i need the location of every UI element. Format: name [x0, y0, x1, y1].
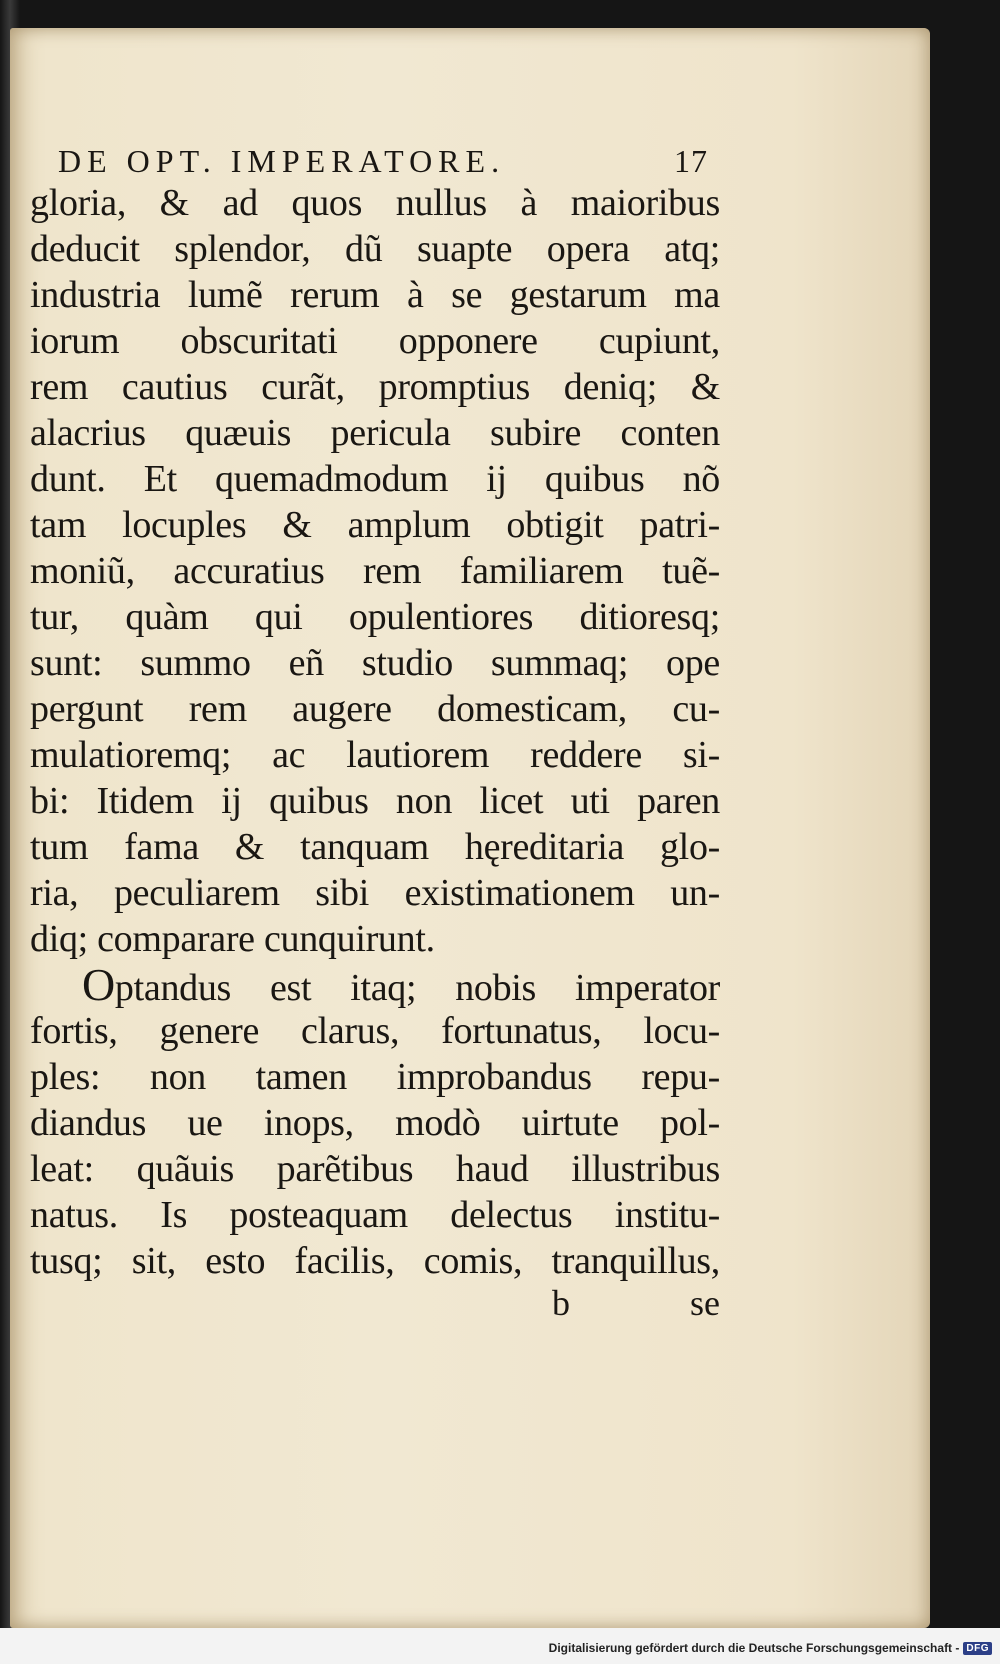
text-line: tum fama & tanquam hęreditaria glo-: [30, 826, 720, 868]
text-line: pergunt rem augere domesticam, cu-: [30, 688, 720, 730]
text-line: rem cautius curãt, promptius deniq; &: [30, 366, 720, 408]
text-line: dunt. Et quemadmodum ij quibus nõ: [30, 458, 720, 500]
paragraph-start-line: [30, 959, 720, 1010]
text-line: ria, peculiarem sibi existimationem un-: [30, 872, 720, 914]
running-title: DE OPT. IMPERATORE.: [58, 143, 506, 179]
text-line: natus. Is posteaquam delectus institu-: [30, 1194, 720, 1236]
text-line: sunt: summo eñ studio summaq; ope: [30, 642, 720, 684]
text-line: gloria, & ad quos nullus à maioribus: [30, 182, 720, 224]
text-line: alacrius quæuis pericula subire conten: [30, 412, 720, 454]
text-line: tam locuples & amplum obtigit patri-: [30, 504, 720, 546]
text-line: iorum obscuritati opponere cupiunt,: [30, 320, 720, 362]
page-number: 17: [674, 143, 708, 179]
signature-mark: b: [552, 1283, 570, 1323]
text-line: deducit splendor, dũ suapte opera atq;: [30, 228, 720, 270]
credit-text: Digitalisierung gefördert durch die Deutsche Forschungsgemeinschaft -: [548, 1641, 960, 1655]
initial-letter: O: [82, 959, 115, 1010]
text-line: diq; comparare cunquirunt.: [30, 918, 435, 960]
text-line: fortis, genere clarus, fortunatus, locu-: [30, 1010, 720, 1052]
catchwords-row: [540, 1280, 720, 1326]
text-line: leat: quãuis parẽtibus haud illustribus: [30, 1148, 720, 1190]
text-line: industria lumẽ rerum à se gestarum ma: [30, 274, 720, 316]
digitization-credit: [0, 1636, 992, 1660]
dfg-logo: DFG: [963, 1642, 992, 1655]
catchword: se: [690, 1283, 720, 1323]
text-line: mulatioremq; ac lautiorem reddere si-: [30, 734, 720, 776]
running-head: [58, 130, 708, 180]
body-text: [30, 180, 720, 1284]
text-line: bi: Itidem ij quibus non licet uti paren: [30, 780, 720, 822]
text-line: diandus ue inops, modò uirtute pol-: [30, 1102, 720, 1144]
text-line: tusq; sit, esto facilis, comis, tranquillus,: [30, 1240, 720, 1282]
text-line: ples: non tamen improbandus repu-: [30, 1056, 720, 1098]
text-line: moniũ, accuratius rem familiarem tuẽ-: [30, 550, 720, 592]
text-line: tur, quàm qui opulentiores ditioresq;: [30, 596, 720, 638]
text-line-rest: ptandus est itaq; nobis imperator: [114, 967, 720, 1009]
